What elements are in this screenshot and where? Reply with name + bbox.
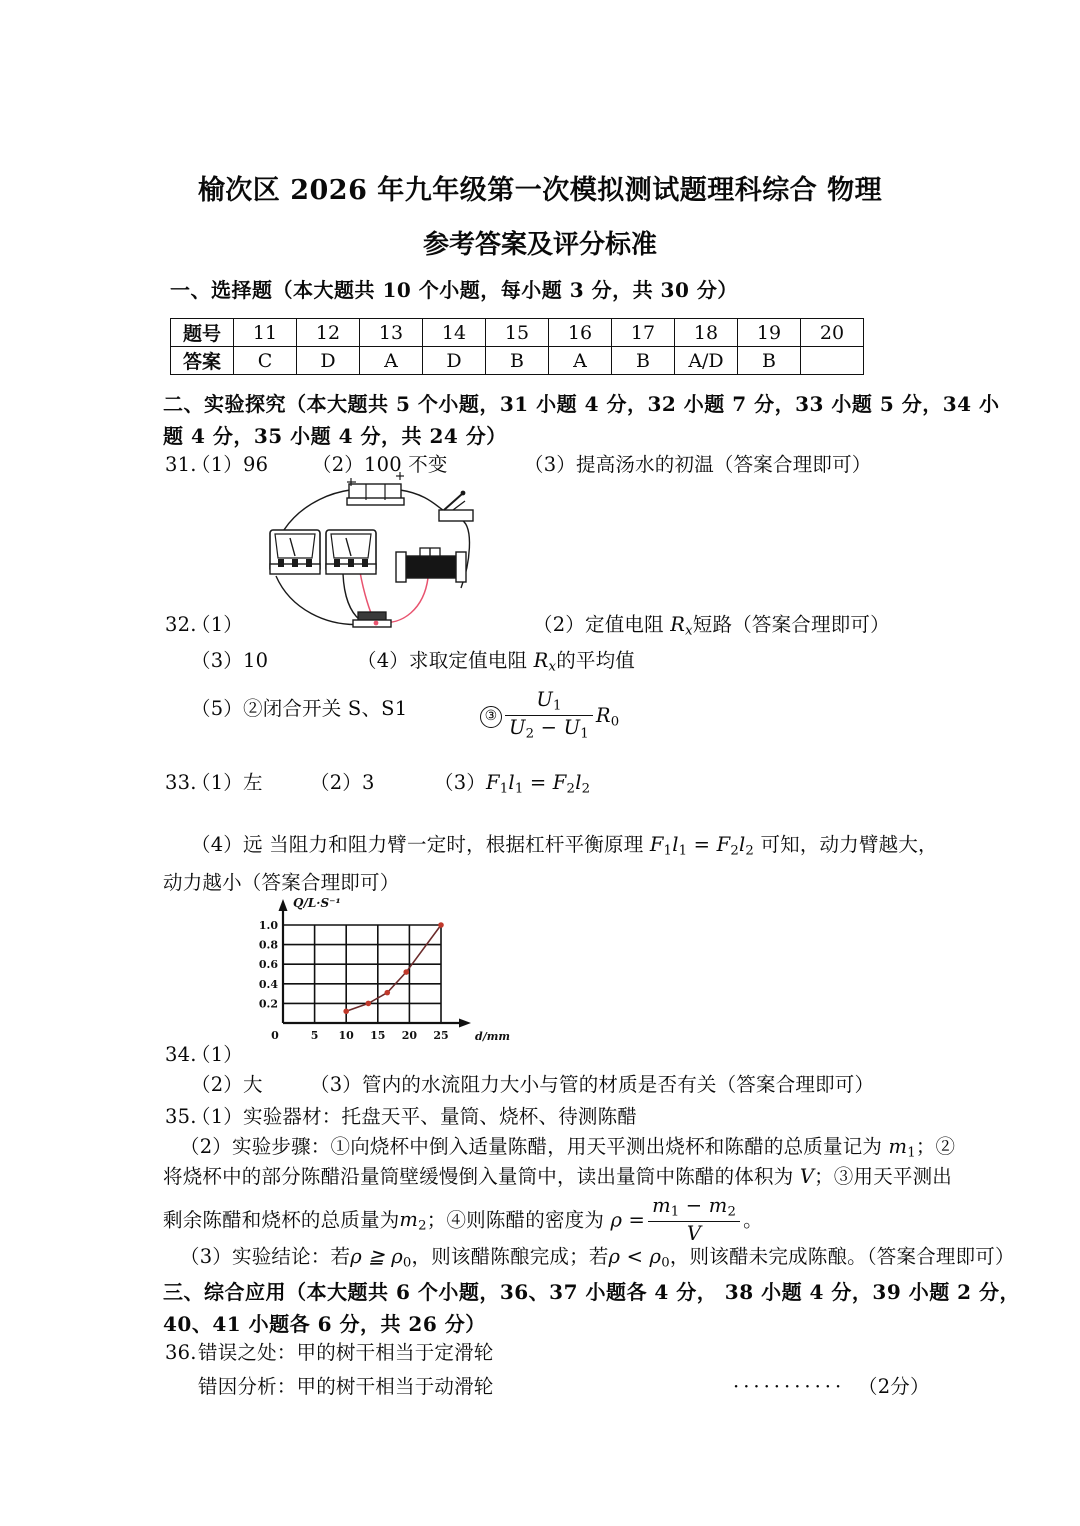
table-cell-a19: B [738, 347, 801, 375]
q31-part-3: （3）提高汤水的初温（答案合理即可） [524, 453, 872, 476]
chart-data-point-4 [438, 922, 444, 928]
q35-p3-e: ，则该醋未完成陈酿。（答案合理即可） [669, 1245, 1015, 1268]
q34-part-3: （3）管内的水流阻力大小与管的材质是否有关（答案合理即可） [310, 1073, 875, 1096]
wire-left-bottom [276, 576, 366, 625]
q35-part-3 [180, 1242, 1015, 1279]
formula-denominator: $U_2 - U_1$ [505, 715, 593, 742]
q34-number: 34. [165, 1043, 197, 1066]
chart-data-point-2 [384, 990, 390, 996]
page-subtitle: 参考答案及评分标准 [422, 230, 657, 260]
q32-formula [480, 690, 619, 744]
q35-p2l3-a: 剩余陈醋和烧杯的总质量为 [163, 1208, 400, 1232]
chart-data-point-3 [403, 969, 409, 975]
condition-rho-lt: $\rho < \rho_0$ [608, 1245, 670, 1271]
q31-number: 31. [165, 453, 197, 476]
chart-xtick-25: 25 [433, 1029, 449, 1042]
page-title: 榆次区 2026 年九年级第一次模拟测试题理科综合 物理 [197, 175, 883, 206]
q35-p3-c: ，则该醋陈酿完成；若 [411, 1245, 609, 1268]
q33-part-4-line2: 动力越小（答案合理即可） [163, 871, 400, 894]
density-fraction [648, 1195, 740, 1245]
chart-ytick-0.2: 0.2 [258, 997, 278, 1011]
chart-xtick-0: 0 [271, 1029, 279, 1042]
formula-tail: $R_0$ [595, 704, 620, 730]
q31-part-2: （2）100 不变 [312, 453, 448, 476]
q35-part-2-line2 [163, 1162, 952, 1192]
q33-part-2: （2）3 [310, 771, 375, 794]
symbol-rho-eq: ρ = [610, 1208, 646, 1232]
circuit-svg [248, 468, 508, 638]
q34-part-1: （1） [191, 1043, 244, 1066]
lever-formula-2: $F_1l_1 = F_2l_2$ [649, 833, 755, 859]
lever-formula-1: $F_1l_1 = F_2l_2$ [486, 771, 591, 797]
q32-part4-prefix: （4）求取定值电阻 [357, 649, 534, 672]
q32-part-1: （1） [191, 613, 244, 636]
symbol-m2: $m_2$ [399, 1208, 427, 1235]
chart-y-axis-arrow [279, 899, 288, 911]
condition-rho-ge: ρ ≧ $\rho_0$ [350, 1245, 412, 1271]
chart-xtick-20: 20 [401, 1029, 418, 1042]
table-cell-q19: 19 [738, 319, 801, 347]
q32-part-3: （3）10 [191, 649, 269, 672]
density-numerator: $m_1 - m_2$ [652, 1194, 737, 1220]
q33-part-3 [434, 768, 590, 805]
q32-part-2 [533, 610, 890, 647]
section-3-heading-line2: 40、41 小题各 6 分，共 26 分） [163, 1312, 486, 1336]
table-cell-q17: 17 [612, 319, 675, 347]
q36-leader-dots: ··········· [733, 1375, 846, 1398]
table-cell-a12: D [297, 347, 360, 375]
chart-ytick-1.0: 1.0 [258, 919, 278, 932]
chart-xtick-10: 10 [338, 1029, 354, 1042]
circuit-diagram-figure [248, 468, 508, 638]
table-cell-a17: B [612, 347, 675, 375]
q33-part3-label: （3） [434, 771, 487, 794]
q35-p2l1-b: ；② [915, 1135, 956, 1158]
table-cell-a13: A [360, 347, 423, 375]
chart-ytick-0.8: 0.8 [258, 938, 278, 952]
q35-part-1: （1）实验器材：托盘天平、量筒、烧杯、待测陈醋 [191, 1105, 638, 1128]
q32-part4-suffix: 的平均值 [556, 649, 635, 672]
q33-part-4-line1 [191, 830, 938, 867]
table-cell-q15: 15 [486, 319, 549, 347]
chart-data-point-1 [366, 1001, 372, 1007]
q36-score: （2分） [858, 1375, 930, 1398]
chart-xtick-15: 15 [370, 1029, 386, 1042]
section-2-heading-line2: 题 4 分，35 小题 4 分，共 24 分） [163, 424, 507, 448]
chart-x-axis-arrow [459, 1019, 471, 1028]
q35-p2l3-b: ；④则陈醋的密度为 [426, 1208, 611, 1232]
formula-numerator: $U_1$ [536, 688, 562, 714]
section-2-heading-line1: 二、实验探究（本大题共 5 个小题，31 小题 4 分，32 小题 7 分，33 小题 5 分，34 小 [163, 392, 1000, 416]
table-cell-q13: 13 [360, 319, 423, 347]
table-cell-q14: 14 [423, 319, 486, 347]
chart-ylabel: Q/L·S⁻¹ [293, 896, 341, 910]
q36-number: 36. [165, 1341, 197, 1364]
table-cell-a16: A [549, 347, 612, 375]
table-cell-a14: D [423, 347, 486, 375]
table-cell-a11: C [234, 347, 297, 375]
chart-ytick-0.6: 0.6 [258, 958, 278, 972]
table-cell-a15: B [486, 347, 549, 375]
q31-part-1: （1）96 [191, 453, 269, 476]
fixed-resistor-component [353, 612, 391, 627]
formula-fraction [505, 689, 593, 743]
wire-top-right [400, 490, 446, 512]
q33-part-1: （1）左 [191, 771, 263, 794]
q32-part2-prefix: （2）定值电阻 [533, 613, 671, 636]
table-cell-q11: 11 [234, 319, 297, 347]
ammeter-component [326, 530, 376, 574]
row-label-question: 题号 [171, 319, 234, 347]
q33-part4-text-b: 可知，动力臂越大， [754, 833, 938, 856]
chart-ytick-0.4: 0.4 [258, 977, 278, 991]
voltmeter-component [270, 530, 320, 574]
q35-p2l3-period: 。 [743, 1208, 763, 1232]
q32-part2-suffix: 短路（答案合理即可） [692, 613, 890, 636]
table-cell-q12: 12 [297, 319, 360, 347]
chart-xtick-5: 5 [310, 1029, 319, 1042]
q35-p2l2-a: 将烧杯中的部分陈醋沿量筒壁缓慢倒入量筒中，读出量筒中陈醋的体积为 [163, 1165, 800, 1188]
q35-p2l2-b: ；③用天平测出 [814, 1165, 953, 1188]
q35-part-2-line3 [163, 1196, 763, 1246]
q32-part2-symbol: $R_x$ [670, 613, 693, 639]
chart-svg [243, 893, 510, 1058]
symbol-V: V [799, 1165, 815, 1188]
answer-table [170, 318, 864, 375]
table-cell-q20: 20 [801, 319, 864, 347]
table-row-answers [171, 347, 864, 375]
table-cell-a18: A/D [675, 347, 738, 375]
q32-number: 32. [165, 613, 197, 636]
chart-data-point-0 [343, 1008, 349, 1014]
battery-component [347, 472, 404, 505]
q33-part4-text-a: （4）远 当阻力和阻力臂一定时，根据杠杆平衡原理 [191, 833, 650, 856]
slide-rheostat-component [396, 548, 466, 582]
density-denominator: V [648, 1221, 740, 1244]
q35-number: 35. [165, 1105, 197, 1128]
chart-data-line [346, 925, 441, 1011]
flow-rate-chart [243, 893, 510, 1058]
q35-p2l1-a: （2）实验步骤：①向烧杯中倒入适量陈醋，用天平测出烧杯和陈醋的总质量记为 [180, 1135, 889, 1158]
circled-number-3: ③ [480, 706, 502, 728]
q35-p3-a: （3）实验结论：若 [180, 1245, 351, 1268]
section-3-heading-line1: 三、综合应用（本大题共 6 个小题，36、37 小题各 4 分， 38 小题 4 分，39 小题 2 分， [163, 1280, 1021, 1304]
q34-part-2: （2）大 [191, 1073, 263, 1096]
table-cell-a20 [801, 347, 864, 375]
q32-part4-symbol: $R_x$ [533, 649, 557, 675]
symbol-m1: $m_1$ [888, 1135, 916, 1161]
q32-part-5: （5）②闭合开关 S、S1 [191, 697, 408, 720]
table-row-question-numbers [171, 319, 864, 347]
q36-line-2: 错因分析：甲的树干相当于动滑轮 [198, 1375, 494, 1398]
q36-line-1: 错误之处：甲的树干相当于定滑轮 [198, 1341, 494, 1364]
table-cell-q16: 16 [549, 319, 612, 347]
chart-xlabel: d/mm [475, 1030, 510, 1043]
row-label-answer: 答案 [171, 347, 234, 375]
switch-component [439, 491, 473, 521]
table-cell-q18: 18 [675, 319, 738, 347]
q33-number: 33. [165, 771, 197, 794]
section-1-heading: 一、选择题（本大题共 10 个小题，每小题 3 分，共 30 分） [170, 278, 738, 302]
q32-part-4 [357, 646, 635, 683]
